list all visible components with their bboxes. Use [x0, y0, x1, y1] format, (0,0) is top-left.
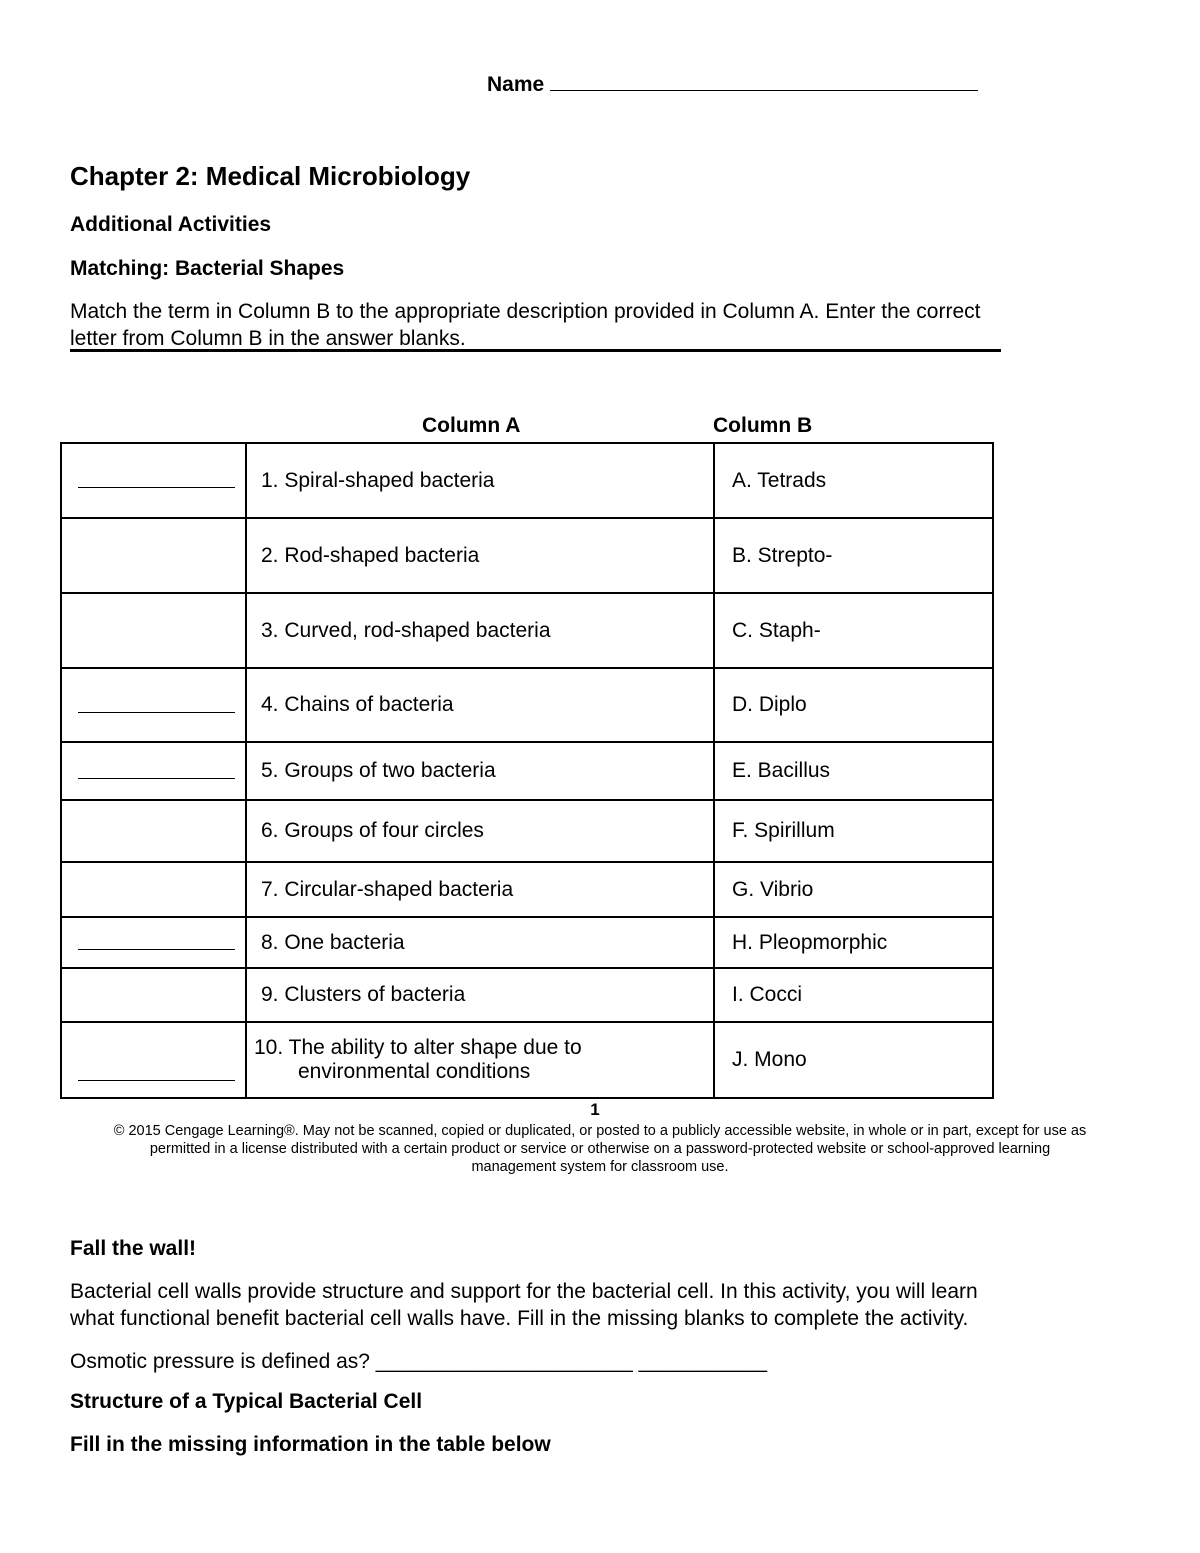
term-text: C. Staph- [732, 618, 821, 642]
term-text: B. Strepto- [732, 543, 833, 567]
description-text: 4. Chains of bacteria [261, 693, 454, 716]
table-row [61, 800, 993, 862]
instructions-line-1: Match the term in Column B to the appropriate description provided in Column A. Enter the correct [70, 300, 981, 323]
answer-blank[interactable] [78, 1080, 235, 1081]
description-text: 1. Spiral-shaped bacteria [261, 468, 495, 492]
matching-heading: Matching: Bacterial Shapes [70, 257, 345, 280]
table-row [61, 742, 993, 800]
fall-wall-line-1: Bacterial cell walls provide structure and support for the bacterial cell. In this activity, you will learn [70, 1280, 978, 1303]
table-row [61, 968, 993, 1022]
column-a-cell [246, 518, 714, 593]
structure-instruction: Fill in the missing information in the table below [70, 1433, 551, 1456]
table-row [61, 917, 993, 968]
column-a-cell [246, 593, 714, 668]
column-a-cell [246, 668, 714, 742]
table-row [61, 518, 993, 593]
answer-cell[interactable] [61, 443, 246, 518]
instructions-line-2: letter from Column B in the answer blanks. [70, 327, 466, 350]
column-a-cell [246, 968, 714, 1022]
column-a-cell [246, 917, 714, 968]
answer-blank[interactable] [78, 778, 235, 779]
column-b-cell [714, 862, 993, 917]
term-text: J. Mono [732, 1048, 807, 1071]
osmotic-pressure-question[interactable]: Osmotic pressure is defined as? ______________________ ___________ [70, 1350, 768, 1373]
column-b-cell [714, 443, 993, 518]
term-text: D. Diplo [732, 693, 807, 716]
term-text: A. Tetrads [732, 468, 827, 492]
name-label: Name [487, 73, 545, 96]
matching-table [60, 442, 994, 1099]
structure-heading: Structure of a Typical Bacterial Cell [70, 1390, 423, 1413]
copyright-line-2: permitted in a license distributed with a certain product or service or otherwise on a password-protected website or school-approved learning [149, 1141, 1051, 1157]
column-a-cell [246, 800, 714, 862]
answer-cell[interactable] [61, 917, 246, 968]
column-b-cell [714, 1022, 993, 1098]
answer-blank[interactable] [78, 487, 235, 488]
answer-blank[interactable] [78, 949, 235, 950]
matching-instructions [70, 298, 980, 352]
column-b-cell [714, 742, 993, 800]
description-text: 3. Curved, rod-shaped bacteria [261, 618, 551, 642]
term-text: E. Bacillus [732, 759, 831, 782]
answer-cell[interactable] [61, 593, 246, 668]
description-text: 7. Circular-shaped bacteria [261, 877, 514, 901]
column-a-cell [246, 443, 714, 518]
table-row [61, 862, 993, 917]
name-field-label [487, 72, 978, 97]
column-b-cell [714, 668, 993, 742]
fall-wall-heading: Fall the wall! [70, 1237, 197, 1260]
column-b-cell [714, 917, 993, 968]
term-text: H. Pleopmorphic [732, 930, 888, 954]
answer-cell[interactable] [61, 968, 246, 1022]
subtitle: Additional Activities [70, 213, 272, 236]
table-row [61, 668, 993, 742]
divider-rule [70, 349, 1001, 352]
answer-blank[interactable] [78, 712, 235, 713]
column-b-cell [714, 968, 993, 1022]
fall-wall-paragraph [70, 1278, 978, 1332]
column-a-cell [246, 862, 714, 917]
copyright-line-1: © 2015 Cengage Learning®. May not be scanned, copied or duplicated, or posted to a publicly accessible website, in whole or in part, except for use as [113, 1123, 1087, 1139]
answer-cell[interactable] [61, 518, 246, 593]
description-text: 9. Clusters of bacteria [261, 983, 466, 1006]
page-number: 1 [590, 1100, 600, 1119]
column-a-cell [246, 1022, 714, 1098]
term-text: G. Vibrio [732, 877, 814, 901]
copyright-line-3: management system for classroom use. [471, 1159, 729, 1175]
name-blank-input[interactable] [550, 72, 978, 91]
description-text: 5. Groups of two bacteria [261, 759, 496, 782]
column-b-cell [714, 593, 993, 668]
term-text: F. Spirillum [732, 819, 835, 842]
answer-cell[interactable] [61, 800, 246, 862]
description-text: 10. The ability to alter shape due to [254, 1036, 582, 1059]
table-row [61, 443, 993, 518]
term-text: I. Cocci [732, 983, 803, 1006]
copyright-notice [70, 1122, 1130, 1176]
column-a-cell [246, 742, 714, 800]
description-text-continued: environmental conditions [298, 1060, 531, 1083]
description-text: 6. Groups of four circles [261, 819, 484, 842]
fall-wall-line-2: what functional benefit bacterial cell walls have. Fill in the missing blanks to complete the activity. [70, 1307, 969, 1330]
answer-cell[interactable] [61, 862, 246, 917]
table-row [61, 593, 993, 668]
chapter-title: Chapter 2: Medical Microbiology [70, 161, 471, 191]
column-a-heading: Column A [422, 414, 521, 437]
table-row [61, 1022, 993, 1098]
description-text: 8. One bacteria [261, 930, 405, 954]
description-text: 2. Rod-shaped bacteria [261, 543, 480, 567]
answer-cell[interactable] [61, 1022, 246, 1098]
column-b-cell [714, 800, 993, 862]
column-b-cell [714, 518, 993, 593]
column-b-heading: Column B [713, 414, 813, 437]
answer-cell[interactable] [61, 742, 246, 800]
answer-cell[interactable] [61, 668, 246, 742]
